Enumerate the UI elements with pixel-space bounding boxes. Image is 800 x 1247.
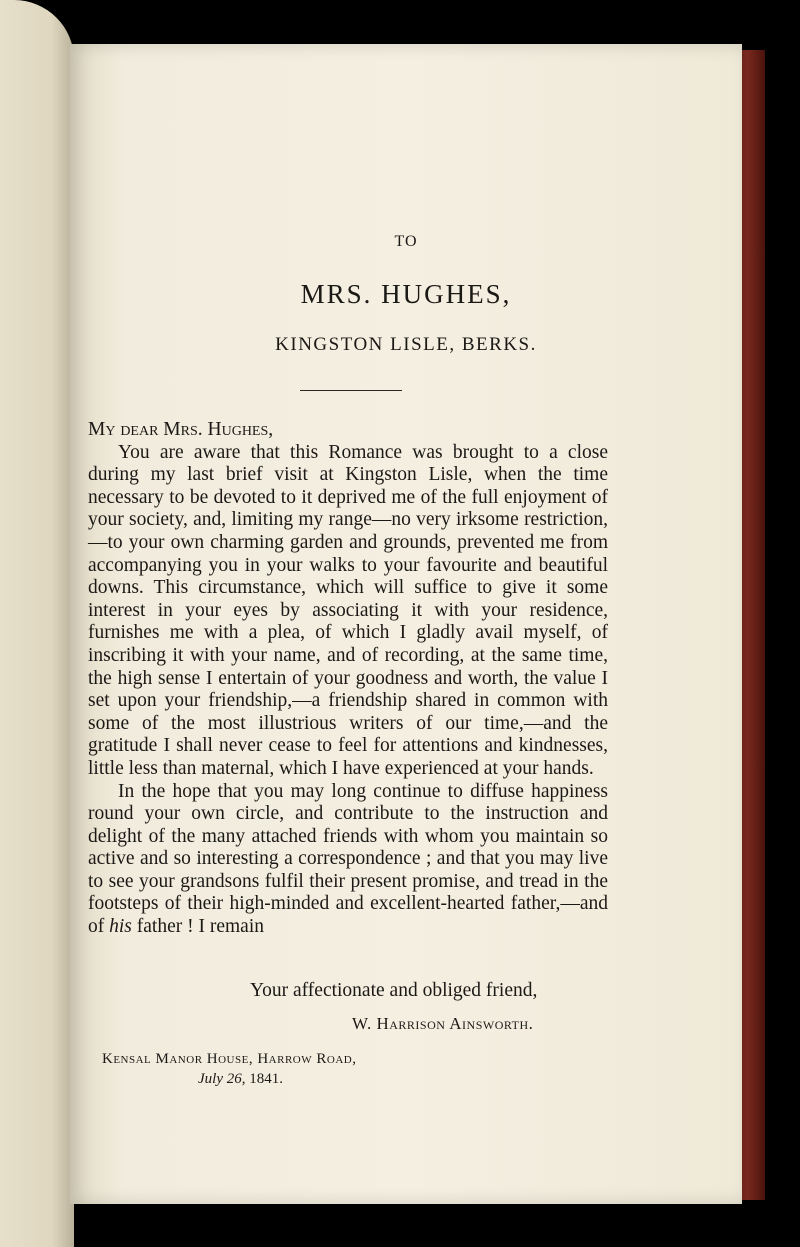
dedicatee-name: MRS. HUGHES,	[300, 279, 512, 309]
date-year: , 1841.	[241, 1071, 283, 1087]
closing-line: Your affectionate and obliged friend,	[250, 980, 538, 1001]
dedication-letter	[88, 419, 608, 939]
address-line: Kensal Manor House, Harrow Road,	[102, 1051, 357, 1067]
signature: W. Harrison Ainsworth.	[352, 1014, 534, 1033]
paragraph-2-italic: his	[109, 916, 132, 938]
letter-paragraph-1: You are aware that this Romance was brought to a close during my last brief visit at Kingston Lisle, when the time necessary to be devoted to it deprived me of the full enjoyment of your society, and, limiting my range—no very irksome restriction,—to your own charming garden and grounds, prevented me from accompanying you in your walks to your favourite and beautiful downs. This circumstance, which will suffice to give it some interest in your eyes by associating it with your residence, furnishes me with a plea, of which I gladly avail myself, of inscribing it with your name, and of recording, at the same time, the high sense I entertain of your goodness and worth, the value I set upon your friendship,—a friendship shared in common with some of the most illustrious writers of our time,—and the gratitude I shall never cease to feel for attentions and kindnesses, little less than maternal, which I have experienced at your hands.	[88, 441, 608, 779]
letter-paragraph-2	[88, 781, 608, 939]
date-month-day: July 26	[198, 1071, 242, 1087]
book-page	[70, 44, 742, 1204]
paragraph-2-end: father ! I remain	[131, 916, 264, 938]
facing-page-edge	[0, 0, 74, 1247]
date-line	[198, 1071, 283, 1088]
paragraph-2-text: In the hope that you may long continue to diffuse happiness round your own circle, and contribute to the instruction and delight of the many attached friends with whom you maintain so active and so interesting a correspondence ; and that you may live to see your grandsons fulfil their present promise, and tread in the footsteps of their high-minded and excellent-hearted father,—and of	[88, 780, 608, 938]
divider-rule	[300, 390, 402, 391]
salutation: My dear Mrs. Hughes,	[88, 419, 274, 440]
dedication-to: TO	[394, 233, 418, 250]
dedicatee-place: KINGSTON LISLE, BERKS.	[275, 334, 537, 355]
